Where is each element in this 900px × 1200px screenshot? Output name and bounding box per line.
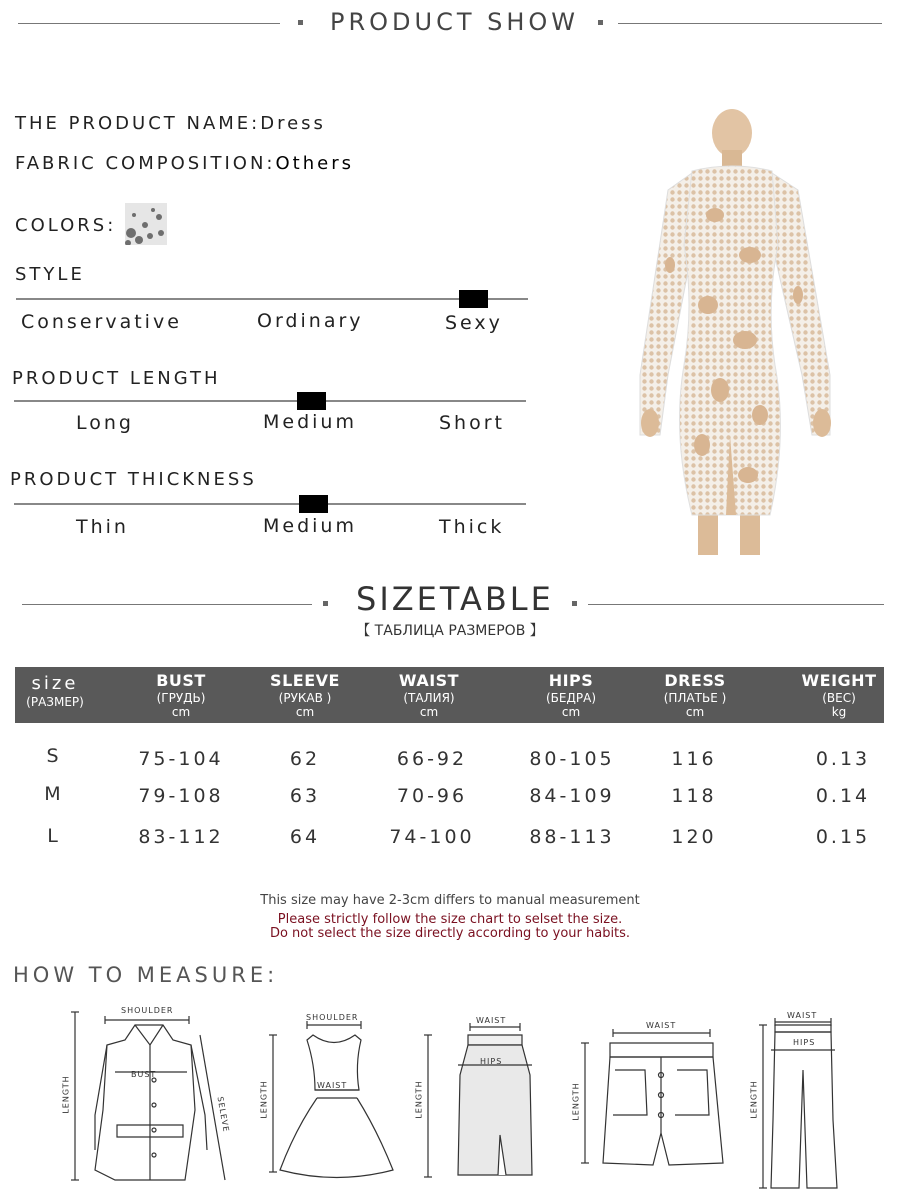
measure-label-length: LENGTH — [61, 1075, 71, 1114]
table-cell: 0.14 — [815, 785, 871, 807]
fabric-label: FABRIC COMPOSITION: — [15, 153, 276, 174]
thickness-title: PRODUCT THICKNESS — [10, 469, 257, 490]
col-sleeve-name: SLEEVE — [270, 671, 340, 690]
measure-figure-dress — [255, 1010, 395, 1190]
measure-label-hips: HIPS — [793, 1038, 816, 1047]
col-weight-ru: (ВЕС) — [822, 691, 856, 705]
table-cell: 0.13 — [815, 748, 871, 770]
table-cell: S — [46, 745, 62, 767]
style-scale-track — [16, 298, 528, 300]
col-dress-name: DRESS — [664, 671, 726, 690]
measure-label-waist: WAIST — [476, 1016, 507, 1025]
table-cell: 116 — [671, 748, 717, 770]
header-dot-right — [598, 20, 603, 25]
col-weight-unit: kg — [831, 705, 847, 719]
sizetable-rule-right — [588, 604, 884, 605]
col-bust — [141, 667, 221, 719]
product-photo — [620, 105, 860, 560]
length-option-long: Long — [76, 412, 134, 434]
col-size — [15, 667, 95, 709]
col-dress-ru: (ПЛАТЬЕ ) — [663, 691, 727, 705]
table-cell: 0.15 — [815, 826, 871, 848]
length-scale-track — [14, 400, 526, 402]
length-option-short: Short — [439, 412, 505, 434]
col-hips-name: HIPS — [548, 671, 594, 690]
col-bust-unit: cm — [171, 705, 191, 719]
length-option-medium: Medium — [263, 411, 357, 433]
table-cell: 84-109 — [529, 785, 615, 807]
style-title: STYLE — [15, 264, 85, 285]
sizetable-title: SIZETABLE — [356, 580, 554, 618]
col-sleeve — [265, 667, 345, 719]
color-swatch-texture — [125, 203, 167, 245]
measure-label-length: LENGTH — [571, 1082, 581, 1121]
table-cell: 88-113 — [529, 826, 615, 848]
col-waist-ru: (ТАЛИЯ) — [403, 691, 455, 705]
col-hips-ru: (БЕДРА) — [546, 691, 596, 705]
col-dress-unit: cm — [685, 705, 705, 719]
measure-figure-jacket — [55, 1000, 245, 1195]
sizetable-dot-right — [572, 601, 577, 606]
measure-figure-skirt — [410, 1015, 540, 1190]
thickness-option-medium: Medium — [263, 515, 357, 537]
color-swatch[interactable] — [125, 203, 167, 245]
table-cell: 62 — [289, 748, 321, 770]
thickness-option-thick: Thick — [439, 516, 505, 538]
col-hips — [531, 667, 611, 719]
measure-label-waist: WAIST — [646, 1021, 677, 1030]
fabric-row — [15, 153, 354, 174]
measure-label-hips: HIPS — [480, 1057, 503, 1066]
table-cell: M — [44, 783, 64, 805]
style-marker[interactable] — [459, 290, 488, 308]
note-measurement: This size may have 2-3cm differs to manual measurement — [260, 893, 640, 908]
length-marker[interactable] — [297, 392, 326, 410]
measure-label-bust: BUST — [131, 1070, 157, 1079]
col-waist-unit: cm — [419, 705, 439, 719]
measure-label-waist: WAIST — [317, 1081, 348, 1090]
col-sleeve-ru: (РУКАВ ) — [278, 691, 332, 705]
note-warning-1: Please strictly follow the size chart to selset the size. — [277, 912, 623, 927]
thickness-option-thin: Thin — [76, 516, 129, 538]
fabric-value: Others — [275, 153, 354, 174]
sizetable-subtitle: 【 ТАБЛИЦА РАЗМЕРОВ 】 — [356, 623, 544, 639]
header-dot-left — [298, 20, 303, 25]
measure-label-shoulder: SHOULDER — [306, 1013, 359, 1022]
header-rule-left — [18, 23, 280, 24]
table-cell: 70-96 — [396, 785, 468, 807]
col-dress — [655, 667, 735, 719]
product-name-label: THE PRODUCT NAME: — [15, 113, 261, 134]
product-show-title: PRODUCT SHOW — [330, 8, 580, 36]
sizetable-rule-left — [22, 604, 312, 605]
length-title: PRODUCT LENGTH — [12, 368, 221, 389]
style-option-conservative: Conservative — [21, 311, 182, 333]
style-option-sexy: Sexy — [445, 312, 503, 334]
table-cell: 64 — [289, 826, 321, 848]
col-weight — [799, 667, 879, 719]
col-size-name: size — [31, 673, 79, 694]
size-table-header — [15, 667, 884, 723]
measure-label-length: LENGTH — [414, 1080, 424, 1119]
measure-label-shoulder: SHOULDER — [121, 1006, 174, 1015]
colors-label: COLORS: — [15, 215, 117, 236]
how-to-measure-title: HOW TO MEASURE: — [13, 963, 279, 987]
product-name-value: Dress — [260, 113, 326, 134]
measure-label-length: LENGTH — [749, 1080, 759, 1119]
table-cell: 83-112 — [138, 826, 224, 848]
measure-figure-pants — [745, 1010, 855, 1195]
col-weight-name: WEIGHT — [801, 671, 877, 690]
header-rule-right — [618, 23, 882, 24]
note-warning-2: Do not select the size directly according to your habits. — [269, 926, 631, 941]
measure-label-sleeve: SELEVE — [215, 1095, 231, 1134]
measure-figure-shorts — [565, 1015, 735, 1175]
table-cell: L — [47, 825, 61, 847]
col-size-ru: (РАЗМЕР) — [26, 695, 84, 709]
measure-label-length: LENGTH — [259, 1080, 269, 1119]
col-bust-ru: (ГРУДЬ) — [156, 691, 206, 705]
table-cell: 66-92 — [396, 748, 468, 770]
style-option-ordinary: Ordinary — [257, 310, 364, 332]
col-hips-unit: cm — [561, 705, 581, 719]
thickness-marker[interactable] — [299, 495, 328, 513]
col-sleeve-unit: cm — [295, 705, 315, 719]
col-waist-name: WAIST — [398, 671, 460, 690]
col-waist — [389, 667, 469, 719]
table-cell: 80-105 — [529, 748, 615, 770]
table-cell: 75-104 — [138, 748, 224, 770]
table-cell: 79-108 — [138, 785, 224, 807]
measure-label-waist: WAIST — [787, 1011, 818, 1020]
table-cell: 118 — [671, 785, 717, 807]
col-bust-name: BUST — [156, 671, 206, 690]
table-cell: 63 — [289, 785, 321, 807]
table-cell: 120 — [671, 826, 717, 848]
table-cell: 74-100 — [389, 826, 475, 848]
thickness-scale-track — [14, 503, 526, 505]
sizetable-dot-left — [323, 601, 328, 606]
product-name-row — [15, 113, 326, 134]
